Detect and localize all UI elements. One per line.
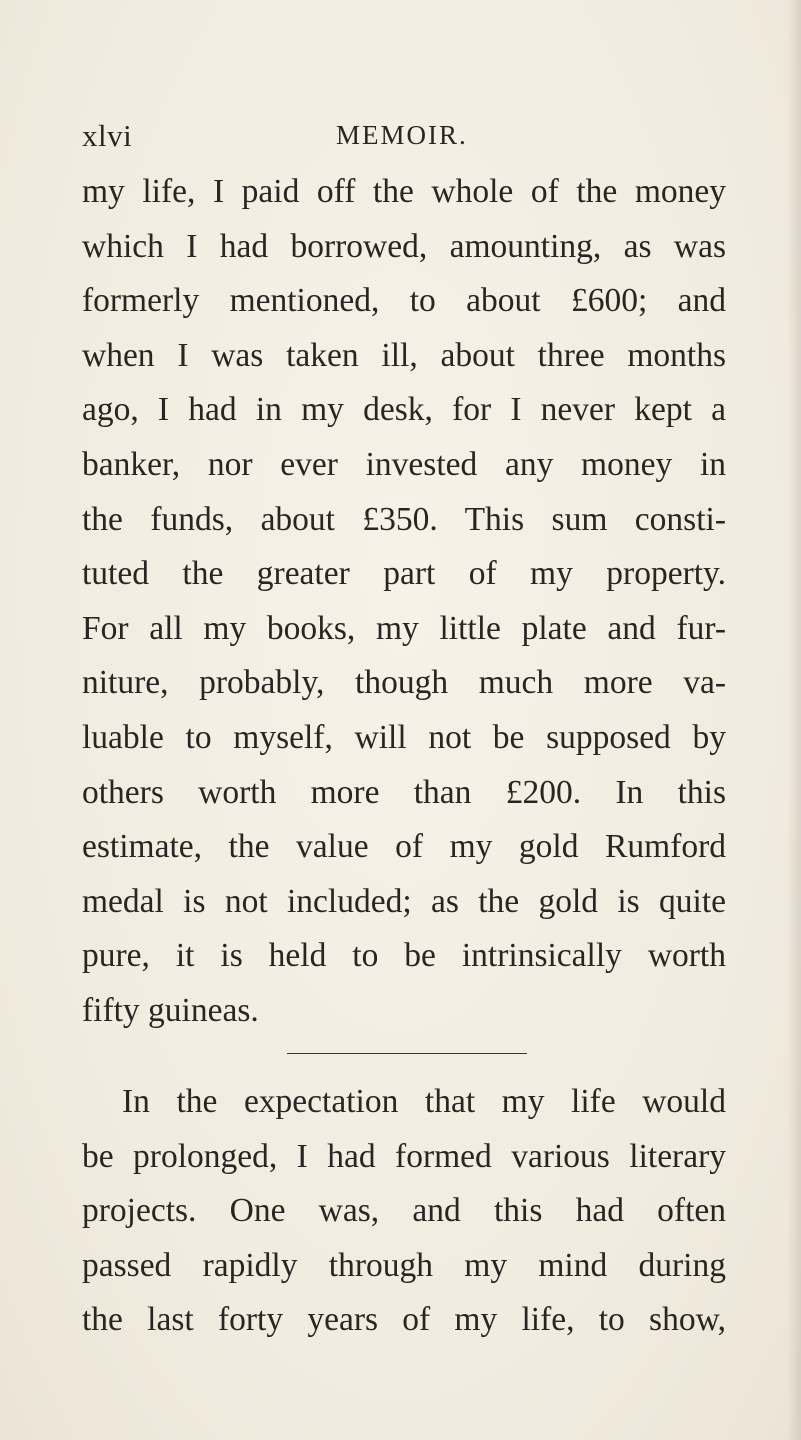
text-line: when I was taken ill, about three months xyxy=(82,336,726,374)
text-line: fifty guineas. xyxy=(82,991,259,1029)
text-line: the last forty years of my life, to show, xyxy=(82,1301,726,1339)
text-line: pure, it is held to be intrinsically worth xyxy=(82,937,726,975)
text-line: ago, I had in my desk, for I never kept a xyxy=(82,391,726,429)
paragraph-2 xyxy=(82,1075,726,1348)
text-line: the funds, about £350. This sum consti- xyxy=(82,500,726,538)
section-divider xyxy=(287,1053,527,1054)
text-line: banker, nor ever invested any money in xyxy=(82,445,726,483)
text-line: niture, probably, though much more va- xyxy=(82,664,726,702)
paragraph-1 xyxy=(82,165,726,1039)
text-line: which I had borrowed, amounting, as was xyxy=(82,227,726,265)
text-line: projects. One was, and this had often xyxy=(82,1192,726,1230)
running-head: MEMOIR. xyxy=(336,120,468,150)
text-line: formerly mentioned, to about £600; and xyxy=(82,282,726,320)
page-edge-shadow xyxy=(787,0,801,1440)
page-number: xlvi xyxy=(82,118,133,153)
text-line: medal is not included; as the gold is quite xyxy=(82,882,726,920)
text-line: In the expectation that my life would xyxy=(122,1083,726,1120)
text-line: be prolonged, I had formed various literary xyxy=(82,1137,726,1175)
text-line: passed rapidly through my mind during xyxy=(82,1246,726,1284)
text-line: tuted the greater part of my property. xyxy=(82,555,726,593)
text-line: my life, I paid off the whole of the money xyxy=(82,173,726,210)
text-line: luable to myself, will not be supposed by xyxy=(82,718,726,756)
text-line: others worth more than £200. In this xyxy=(82,773,726,811)
text-line: estimate, the value of my gold Rumford xyxy=(82,828,726,866)
text-line: For all my books, my little plate and fur- xyxy=(82,609,726,647)
page-header xyxy=(82,118,722,168)
